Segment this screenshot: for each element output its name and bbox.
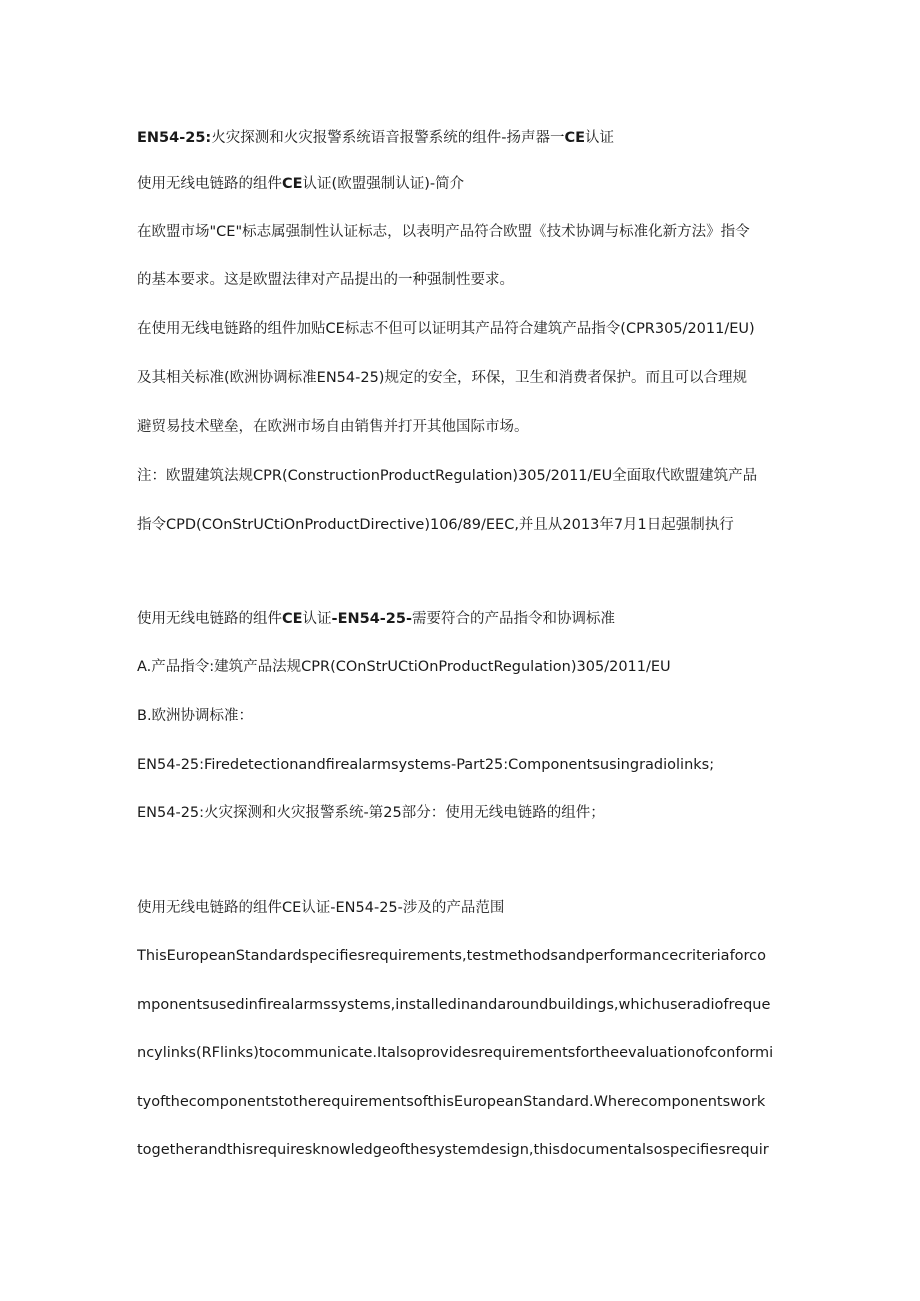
title-part-4: 认证 [585,130,614,146]
standards-heading-part-4: -EN54-25- [331,611,412,627]
standard-cn-title: EN54-25:火灾探测和火灾报警系统-第25部分：使用无线电链路的组件； [137,805,605,821]
intro-note-line2: 指令CPD(COnStrUCtiOnProductDirective)106/89/EEC,并且从2013年7月1日起强制执行 [137,517,734,533]
standards-item-a: A.产品指令:建筑产品法规CPR(COnStrUCtiOnProductRegulation)305/2011/EU [137,659,671,675]
scope-line: tyofthecomponentstotherequirementsofthisEuropeanStandard.Wherecomponentswork [137,1094,766,1110]
intro-heading [137,174,820,194]
standards-item-b: B.欧洲协调标准： [137,708,254,724]
document-title [137,128,820,148]
standards-heading-part-2: CE [282,611,303,627]
standard-en-title: EN54-25:Firedetectionandfirealarmsystems-Part25:Componentsusingradiolinks; [137,757,715,773]
intro-para2-line3: 避贸易技术壁垒，在欧洲市场自由销售并打开其他国际市场。 [137,419,529,435]
scope-line: ThisEuropeanStandardspecifiesrequirements,testmethodsandperformancecriteriaforco [137,948,767,964]
intro-para2-line1: 在使用无线电链路的组件加贴CE标志不但可以证明其产品符合建筑产品指令(CPR305/2011/EU) [137,321,755,337]
scope-line: ncylinks(RFlinks)tocommunicate.Italsoprovidesrequirementsfortheevaluationofconformi [137,1045,774,1061]
intro-heading-part-3: 认证(欧盟强制认证)-简介 [302,176,465,192]
intro-heading-part-2: CE [282,176,303,192]
intro-para1-line1: 在欧盟市场"CE"标志属强制性认证标志，以表明产品符合欧盟《技术协调与标准化新方法》指令 [137,224,750,240]
intro-note-line1: 注：欧盟建筑法规CPR(ConstructionProductRegulation)305/2011/EU全面取代欧盟建筑产品 [137,468,758,484]
title-part-1: EN54-25: [137,130,212,146]
standards-heading-part-1: 使用无线电链路的组件 [137,611,282,627]
title-part-2: 火灾探测和火灾报警系统语音报警系统的组件-扬声器一 [211,130,565,146]
standards-heading [137,609,820,629]
scope-line: togetherandthisrequiresknowledgeofthesystemdesign,thisdocumentalsospecifiesrequir [137,1142,769,1158]
intro-para2-line2: 及其相关标准(欧洲协调标准EN54-25)规定的安全，环保，卫生和消费者保护。而且可以合理规 [137,370,747,386]
scope-line: mponentsusedinfirealarmssystems,installedinandaroundbuildings,whichuseradiofreque [137,997,771,1013]
intro-para1-line2: 的基本要求。这是欧盟法律对产品提出的一种强制性要求。 [137,272,514,288]
title-part-3: CE [564,130,585,146]
intro-heading-part-1: 使用无线电链路的组件 [137,176,282,192]
standards-heading-part-3: 认证 [302,611,332,627]
scope-heading: 使用无线电链路的组件CE认证-EN54-25-涉及的产品范围 [137,900,505,916]
standards-heading-part-5: 需要符合的产品指令和协调标准 [412,611,615,627]
